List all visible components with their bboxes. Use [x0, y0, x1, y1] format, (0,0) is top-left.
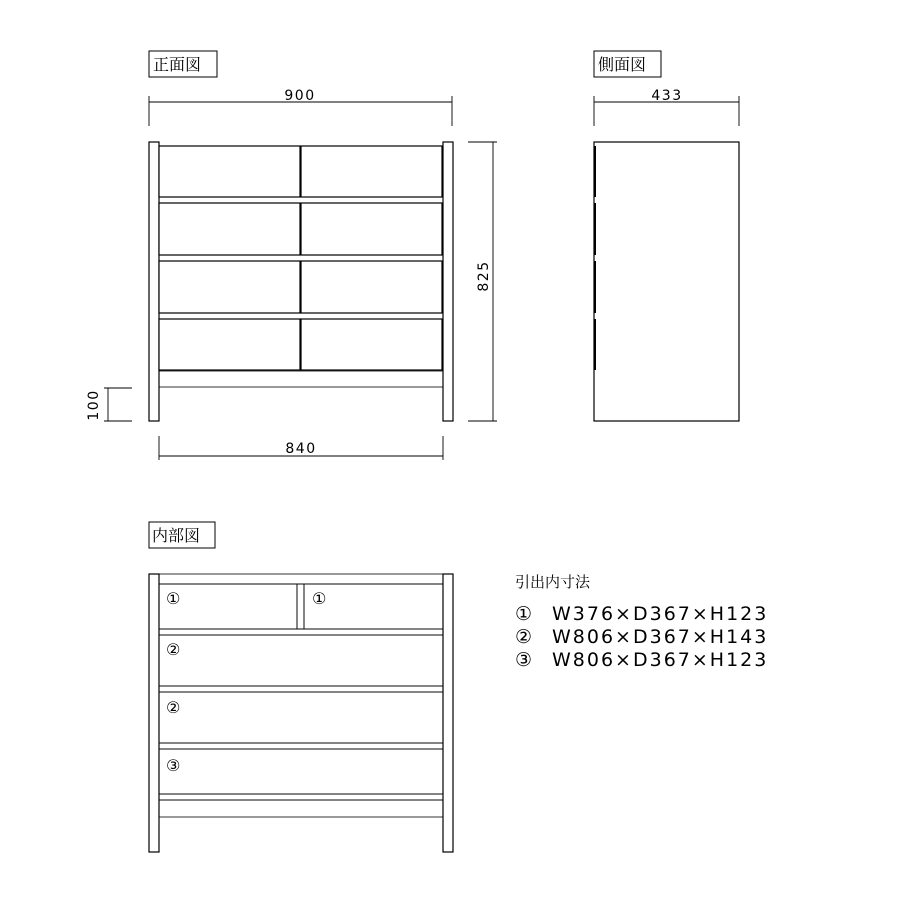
- interior-drawer-box: [159, 635, 443, 686]
- drawer-front: [159, 261, 300, 313]
- dimension-leg-height: [86, 388, 132, 421]
- interior-rail: [159, 743, 443, 749]
- interior-drawer-box: [159, 692, 443, 743]
- dimension-leg-height-label: 100: [86, 389, 102, 421]
- drawer-specs: [515, 573, 768, 671]
- interior-drawer-box: [159, 749, 443, 794]
- dimension-side-depth: [594, 88, 739, 126]
- drawer-front: [301, 146, 442, 197]
- drawer-mark: ①: [312, 589, 327, 608]
- drawer-mark: ②: [166, 640, 181, 659]
- drawer-mark: ③: [166, 756, 181, 775]
- left-side-panel: [149, 142, 159, 421]
- drawer-front: [159, 319, 300, 370]
- right-side-panel: [443, 142, 453, 421]
- front-view: [86, 51, 497, 460]
- interior-right-panel: [443, 574, 453, 852]
- drawer-front: [301, 203, 442, 255]
- interior-rail: [159, 629, 443, 635]
- drawer-front: [159, 203, 300, 255]
- interior-divider: [297, 584, 304, 629]
- front-drawers: [159, 146, 442, 370]
- dimension-height: [468, 142, 497, 421]
- dimension-side-depth-label: 433: [651, 88, 683, 104]
- spec-value: W806×D367×H123: [552, 649, 769, 671]
- specs-title: 引出内寸法: [515, 573, 591, 591]
- interior-view-title: 内部図: [152, 526, 201, 545]
- interior-top-rail: [159, 574, 443, 584]
- side-view-title: 側面図: [598, 55, 647, 74]
- interior-bottom-rail: [159, 800, 443, 817]
- side-view: [594, 51, 739, 421]
- dimension-inner-width: [159, 436, 443, 460]
- dimension-height-label: 825: [476, 260, 492, 292]
- spec-mark: ②: [515, 626, 535, 648]
- spec-value: W376×D367×H123: [552, 603, 769, 625]
- interior-view: [149, 522, 453, 852]
- drawer-front: [301, 261, 442, 313]
- drawer-mark: ①: [166, 589, 181, 608]
- spec-mark: ①: [515, 603, 535, 625]
- spec-mark: ③: [515, 649, 535, 671]
- drawer-front: [159, 146, 300, 197]
- spec-value: W806×D367×H143: [552, 626, 769, 648]
- drawer-mark: ②: [166, 698, 181, 717]
- dimension-front-width-label: 900: [284, 88, 316, 104]
- dimension-inner-width-label: 840: [285, 441, 317, 457]
- side-panel: [594, 142, 739, 421]
- dimension-front-width: [149, 88, 452, 126]
- interior-rail: [159, 686, 443, 692]
- interior-left-panel: [149, 574, 159, 852]
- bottom-rail: [159, 371, 443, 387]
- drawer-front: [301, 319, 442, 370]
- interior-rail: [159, 794, 443, 800]
- front-view-title: 正面図: [153, 55, 202, 74]
